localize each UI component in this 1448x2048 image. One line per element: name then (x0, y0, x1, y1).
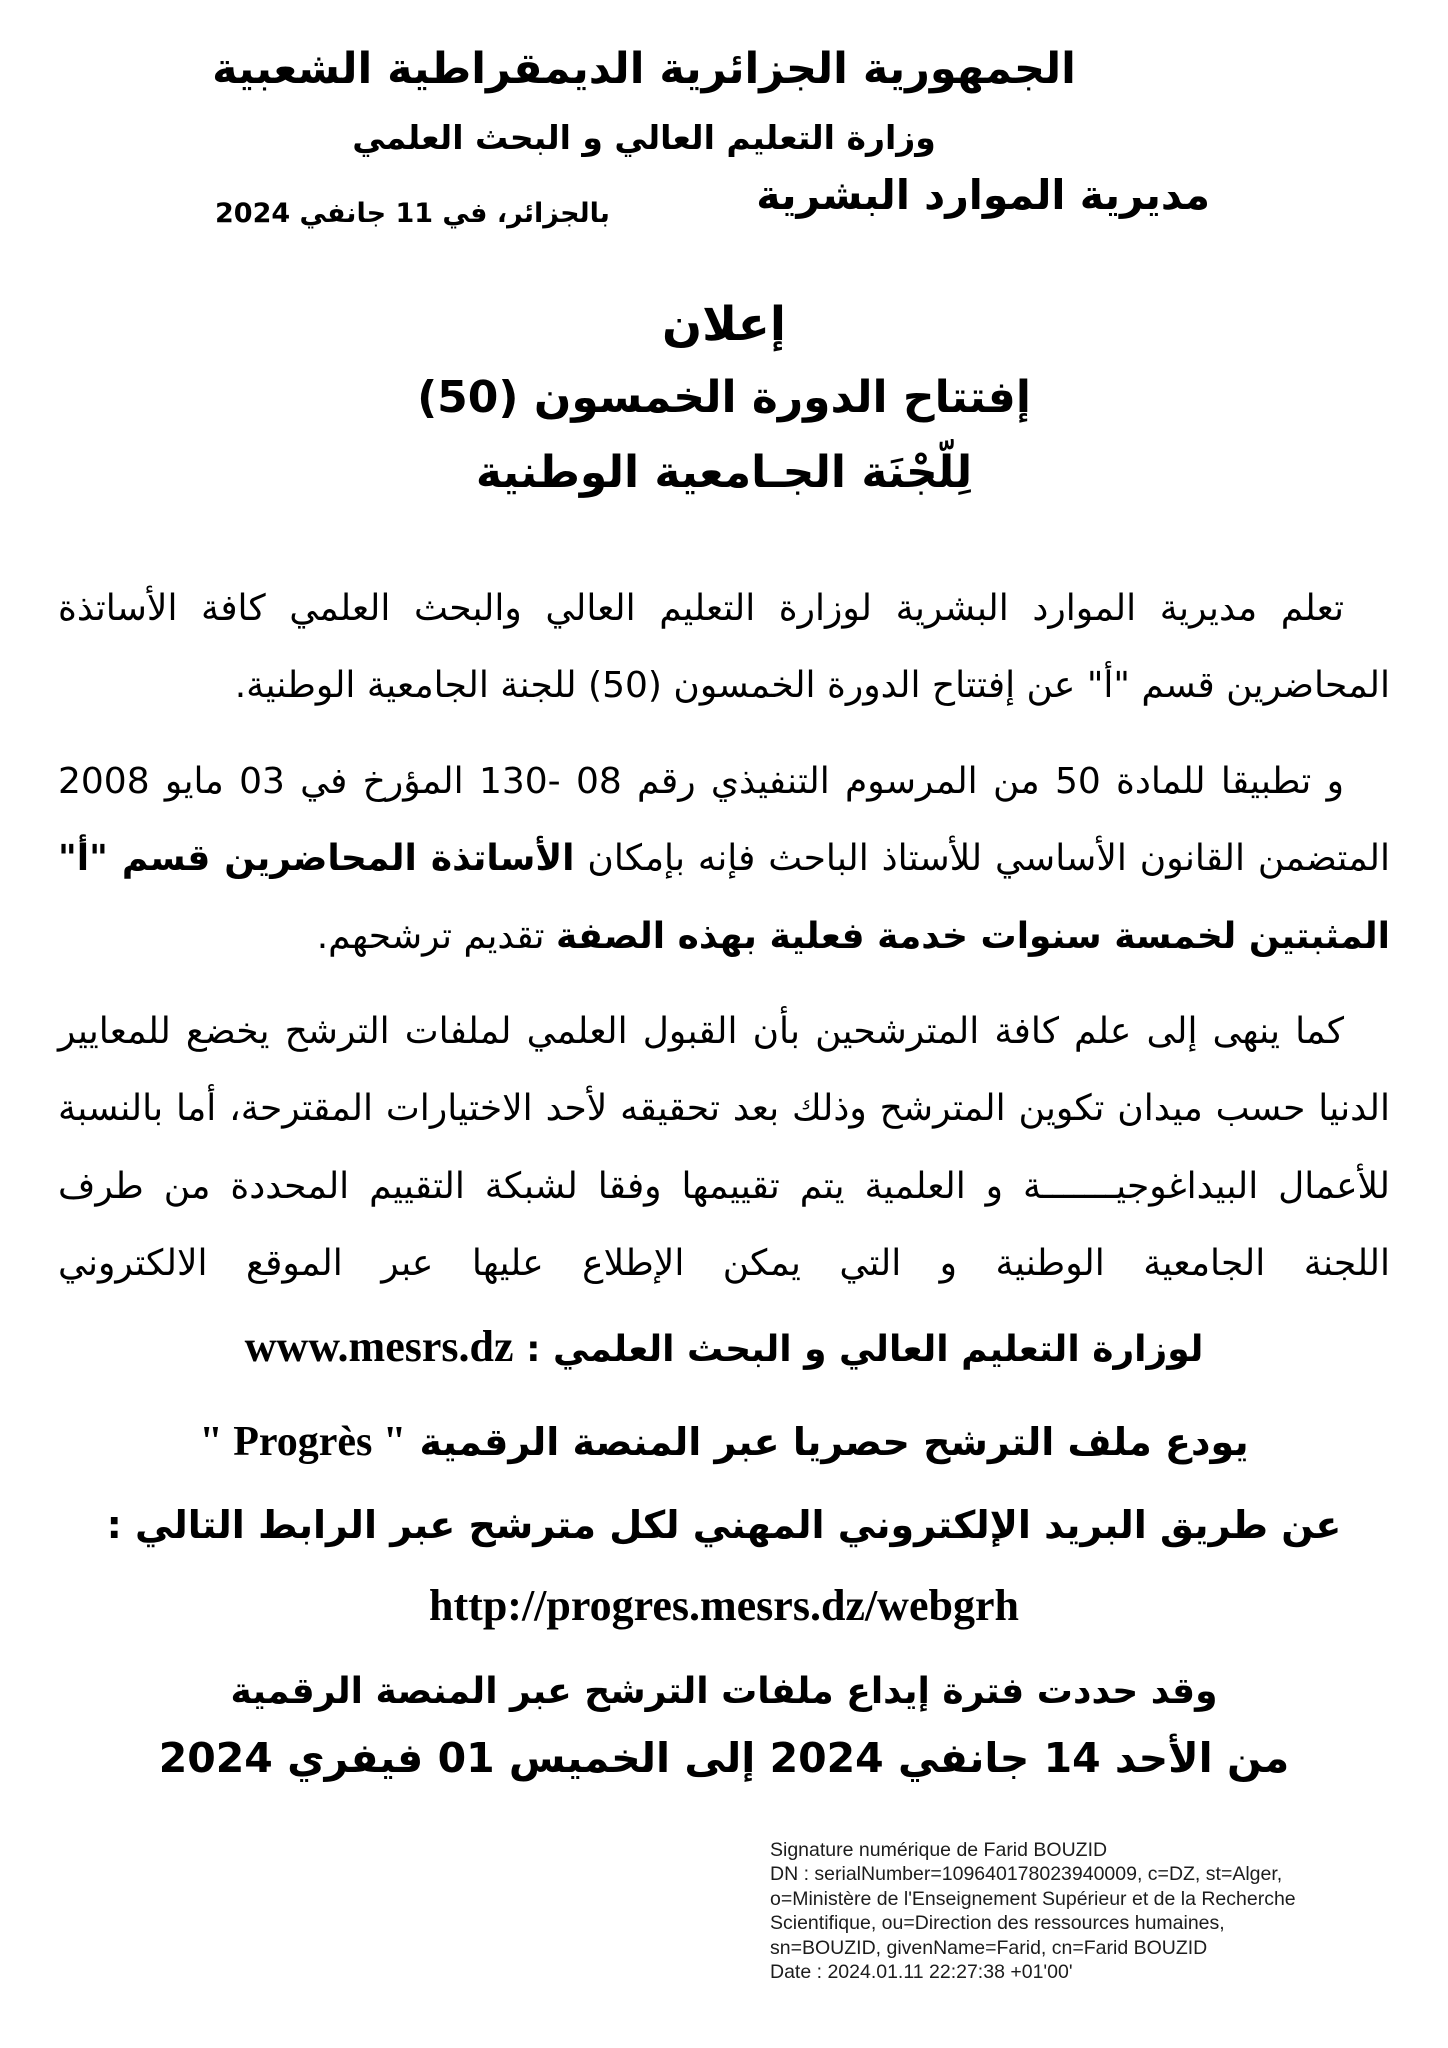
paragraph-2-bold-emphasis: الأساتذة المحاضرين قسم "أ" المثبتين لخمسة سنوات خدمة فعلية بهذه الصفة (58, 838, 1390, 957)
republic-title: الجمهورية الجزائرية الديمقراطية الشعبية (212, 44, 1076, 94)
platform-name: " Progrès " (199, 1418, 407, 1465)
ministry-website-url: www.mesrs.dz (244, 1321, 514, 1371)
announcement-heading: إعلان (661, 297, 787, 352)
document-body (0, 570, 1448, 1985)
paragraph-3: كما ينهى إلى علم كافة المترشحين بأن القبول العلمي لملفات الترشح يخضع للمعايير الدنيا حسب ميدان تكوين المترشح وذلك بعد تحقيقه لأحد الاختيارات المقترحة، أما بالنسبة للأعمال البيداغوجيـــــــة و العلمية يتم تقييمها وفقا لشبكة التقييم المحددة من طرف اللجنة الجامعية الوطنية و التي يمكن الإطلاع عليها عبر الموقع الالكتروني (58, 1010, 1390, 1285)
header-meta-row (0, 171, 1448, 229)
directorate-title: مديرية الموارد البشرية (756, 171, 1210, 219)
signature-line: Scientifique, ou=Direction des ressources humaines, (770, 1912, 1225, 1935)
signature-line: Signature numérique de Farid BOUZID (770, 1838, 1108, 1861)
paragraph-2-end: تقديم ترشحهم. (316, 915, 556, 957)
place-date: بالجزائر، في 11 جانفي 2024 (215, 198, 610, 229)
progres-portal-url: http://progres.mesrs.dz/webgrh (429, 1580, 1019, 1630)
signature-line: Date : 2024.01.11 22:27:38 +01'00' (770, 1961, 1073, 1984)
signature-line: DN : serialNumber=109640178023940009, c=DZ, st=Alger, (770, 1863, 1283, 1886)
digital-signature-block (770, 1838, 1390, 1985)
submission-period-dates: من الأحد 14 جانفي 2024 إلى الخميس 01 فيفري 2024 (158, 1733, 1290, 1782)
signature-line: sn=BOUZID, givenName=Farid, cn=Farid BOUZID (770, 1936, 1208, 1959)
ministry-website-line (58, 1321, 1390, 1372)
announcement-subheading-session: إفتتاح الدورة الخمسون (50) (417, 372, 1031, 423)
announcement-subheading-committee: لِلّجْنَة الجـامعية الوطنية (475, 447, 973, 498)
signature-line: o=Ministère de l'Enseignement Supérieur et de la Recherche (770, 1887, 1296, 1910)
platform-line-1 (58, 1398, 1390, 1486)
paragraph-1: تعلم مديرية الموارد البشرية لوزارة التعليم العالي والبحث العلمي كافة الأساتذة المحاضرين قسم "أ" عن إفتتاح الدورة الخمسون (50) للجنة الجامعية الوطنية. (58, 588, 1390, 707)
submission-period-intro: وقد حددت فترة إيداع ملفات الترشح عبر المنصة الرقمية (230, 1670, 1218, 1712)
platform-instructions (58, 1398, 1390, 1566)
paragraph-2 (58, 743, 1390, 975)
platform-line-2: عن طريق البريد الإلكتروني المهني لكل مترشح عبر الرابط التالي : (106, 1502, 1342, 1547)
ministry-title: وزارة التعليم العالي و البحث العلمي (352, 118, 936, 157)
paragraph-2-start: و تطبيقا للمادة 50 من المرسوم التنفيذي رقم 08 -130 المؤرخ في 03 مايو 2008 المتضمن القانون الأساسي للأستاذ الباحث فإنه بإمكان (58, 760, 1390, 880)
website-label: لوزارة التعليم العالي و البحث العلمي : (526, 1328, 1204, 1370)
platform-line-1-text: يودع ملف الترشح حصريا عبر المنصة الرقمية (419, 1419, 1249, 1464)
